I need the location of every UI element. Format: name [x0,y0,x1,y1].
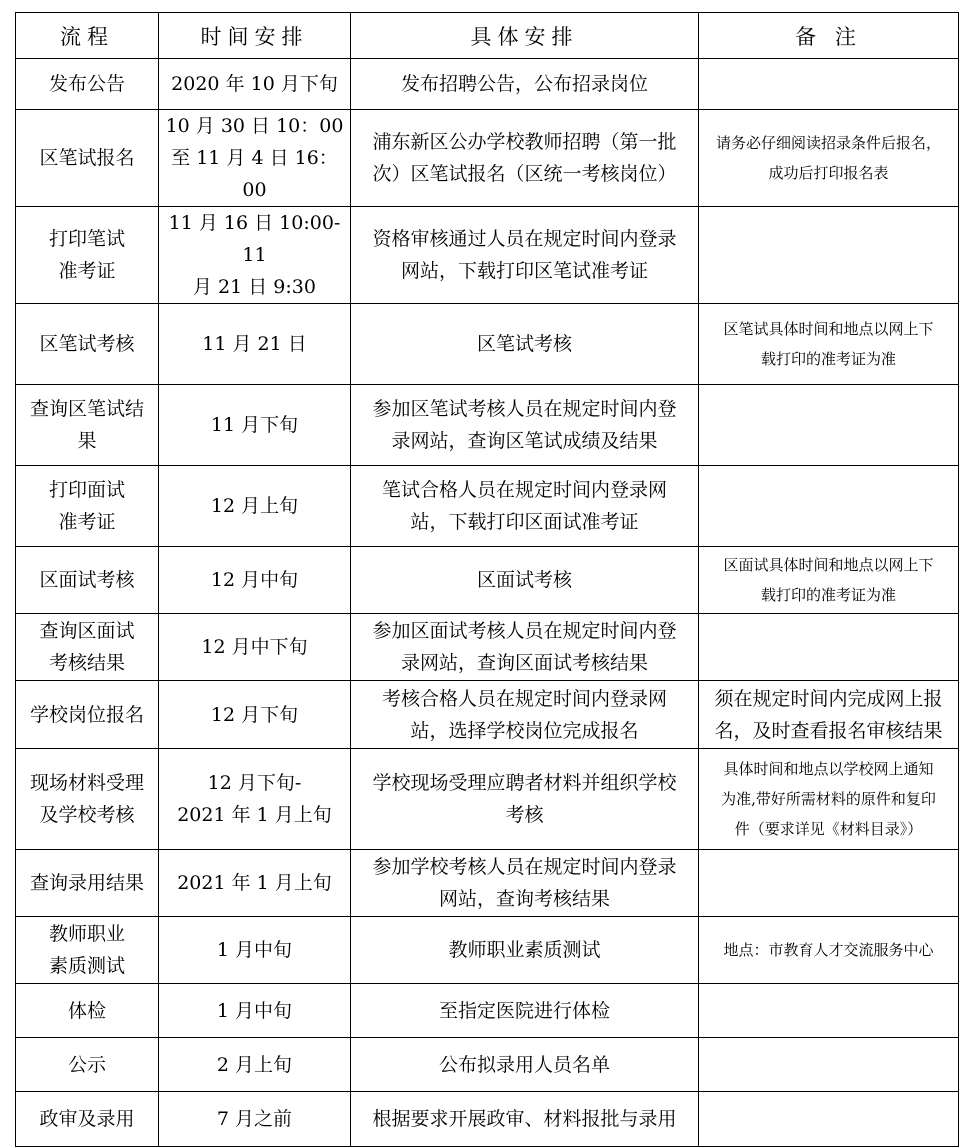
table-header-row [16,13,959,59]
time-cell [159,984,351,1038]
process-text: 学校岗位报名 [29,703,144,726]
note-cell [699,850,959,917]
time-cell [159,110,351,207]
table-row [16,614,959,681]
detail-cell [351,59,699,110]
note-cell [699,466,959,547]
detail-cell [351,547,699,614]
process-text: 打印笔试 准考证 [48,228,125,282]
detail-text: 区面试考核 [476,569,572,591]
detail-text: 资格审核通过人员在规定时间内登录 网站，下载打印区笔试准考证 [372,228,677,282]
time-text: 2 月上旬 [216,1053,293,1076]
time-cell [159,749,351,850]
time-text: 12 月中旬 [210,569,299,591]
time-cell [159,1038,351,1092]
table-row [16,207,959,304]
note-text: 须在规定时间内完成网上报 名，及时查看报名审核结果 [714,687,943,742]
process-text: 政审及录用 [39,1108,135,1130]
time-cell [159,681,351,749]
time-cell [159,614,351,681]
header-time: 时间安排 [159,13,351,59]
header-process: 流程 [16,13,159,59]
time-cell [159,385,351,466]
detail-text: 笔试合格人员在规定时间内登录网 站，下载打印区面试准考证 [381,479,667,533]
time-text: 7 月之前 [216,1108,293,1130]
time-cell [159,207,351,304]
detail-cell [351,110,699,207]
process-cell [16,110,159,207]
note-text: 具体时间和地点以学校网上通知 为准,带好所需材料的原件和复印 件（要求详见《材料目录》） [721,760,936,838]
time-cell [159,850,351,917]
note-cell [699,547,959,614]
note-cell [699,614,959,681]
note-cell [699,304,959,385]
detail-text: 公布拟录用人员名单 [438,1053,610,1076]
note-text: 区笔试具体时间和地点以网上下 载打印的准考证为准 [723,320,934,368]
process-text: 公示 [67,1053,106,1076]
time-text: 12 月上旬 [210,495,299,517]
process-cell [16,207,159,304]
detail-cell [351,917,699,984]
note-text: 地点：市教育人才交流服务中心 [723,941,934,959]
table-row [16,1092,959,1147]
process-text: 体检 [67,999,106,1022]
table-row [16,850,959,917]
table-row [16,917,959,984]
detail-text: 根据要求开展政审、材料报批与录用 [372,1108,677,1130]
process-cell [16,984,159,1038]
detail-text: 参加区面试考核人员在规定时间内登 录网站，查询区面试考核结果 [372,620,677,674]
detail-text: 考核合格人员在规定时间内登录网 站，选择学校岗位完成报名 [381,687,667,742]
process-cell [16,547,159,614]
time-cell [159,304,351,385]
table-row [16,466,959,547]
recruitment-schedule-table [15,12,959,1147]
time-cell [159,1092,351,1147]
time-text: 10 月 30 日 10：00 至 11 月 4 日 16：00 [165,115,344,201]
table-row [16,110,959,207]
note-cell [699,207,959,304]
time-cell [159,917,351,984]
process-cell [16,681,159,749]
table-row [16,547,959,614]
table-row [16,1038,959,1092]
detail-text: 学校现场受理应聘者材料并组织学校 考核 [372,772,677,826]
process-cell [16,614,159,681]
time-text: 2021 年 1 月上旬 [177,872,332,894]
detail-text: 参加区笔试考核人员在规定时间内登 录网站，查询区笔试成绩及结果 [372,398,677,452]
process-text: 区面试考核 [39,569,135,591]
time-cell [159,547,351,614]
detail-cell [351,466,699,547]
detail-cell [351,1092,699,1147]
time-text: 2020 年 10 月下旬 [171,73,338,95]
detail-cell [351,850,699,917]
header-detail: 具体安排 [351,13,699,59]
detail-cell [351,1038,699,1092]
detail-cell [351,749,699,850]
detail-text: 参加学校考核人员在规定时间内登录 网站，查询考核结果 [372,856,677,910]
process-text: 区笔试报名 [39,147,135,169]
detail-cell [351,614,699,681]
note-text: 请务必仔细阅读招录条件后报名， 成功后打印报名表 [715,134,941,182]
note-cell [699,917,959,984]
process-cell [16,850,159,917]
time-text: 11 月 21 日 [202,333,307,355]
note-cell [699,385,959,466]
process-cell [16,304,159,385]
time-text: 12 月下旬- 2021 年 1 月上旬 [177,772,332,826]
table-row [16,304,959,385]
process-cell [16,1092,159,1147]
process-text: 区笔试考核 [39,333,135,355]
process-text: 查询区面试 考核结果 [39,620,135,674]
note-cell [699,59,959,110]
table-row [16,749,959,850]
detail-text: 至指定医院进行体检 [438,999,610,1022]
note-cell [699,1038,959,1092]
table-row [16,681,959,749]
detail-text: 发布招聘公告，公布招录岗位 [400,73,648,95]
time-text: 11 月 16 日 10:00-11 月 21 日 9:30 [168,212,341,298]
detail-text: 浦东新区公办学校教师招聘（第一批 次）区笔试报名（区统一考核岗位） [372,131,677,185]
table-row [16,59,959,110]
note-text: 区面试具体时间和地点以网上下 载打印的准考证为准 [723,556,934,604]
process-text: 教师职业 素质测试 [48,923,125,977]
header-note: 备 注 [699,13,959,59]
process-text: 查询区笔试结果 [29,398,144,452]
note-cell [699,681,959,749]
process-cell [16,749,159,850]
detail-cell [351,385,699,466]
time-text: 12 月中下旬 [201,636,308,658]
note-cell [699,749,959,850]
note-cell [699,1092,959,1147]
process-cell [16,917,159,984]
table-row [16,984,959,1038]
process-text: 现场材料受理 及学校考核 [29,772,144,826]
process-cell [16,59,159,110]
time-cell [159,59,351,110]
detail-cell [351,304,699,385]
time-text: 12 月下旬 [210,703,299,726]
process-text: 查询录用结果 [29,872,144,894]
time-text: 1 月中旬 [216,939,293,961]
note-cell [699,984,959,1038]
detail-text: 区笔试考核 [476,333,572,355]
detail-cell [351,681,699,749]
time-text: 1 月中旬 [216,999,293,1022]
detail-cell [351,207,699,304]
process-cell [16,385,159,466]
detail-text: 教师职业素质测试 [448,939,601,961]
process-cell [16,466,159,547]
time-cell [159,466,351,547]
process-cell [16,1038,159,1092]
time-text: 11 月下旬 [210,414,299,436]
detail-cell [351,984,699,1038]
process-text: 打印面试 准考证 [48,479,125,533]
process-text: 发布公告 [48,73,125,95]
table-row [16,385,959,466]
note-cell [699,110,959,207]
